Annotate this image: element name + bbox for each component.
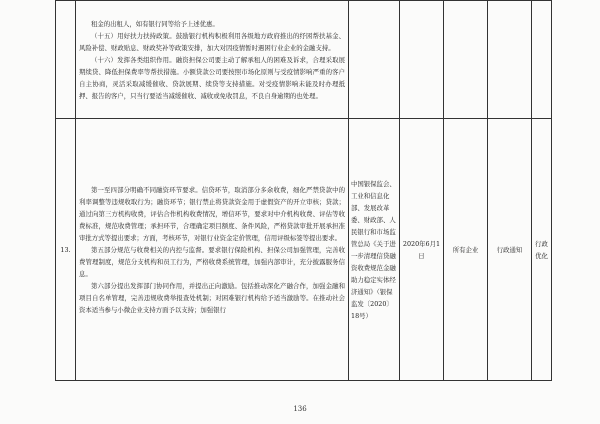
issue-date-cell xyxy=(400,119,444,381)
empty-number-cell xyxy=(56,1,76,119)
scope-text: 所有企业 xyxy=(452,245,479,254)
policy-basis-cell xyxy=(349,119,400,381)
paragraph: 第六部分提出发挥部门协同作用，并提出正向激励。包括推动深化产融合作，加强金融和项目自名单管理，完善违规收费举报查处机制；对困难银行机构给予适当激励等。在推动社会资本适当参与小微企业支持方面予以支持；加强银行 xyxy=(79,281,345,314)
tag-text: 行政优化 xyxy=(535,239,548,260)
page-number: 136 xyxy=(293,405,307,413)
issue-date-text: 2020年6月1日 xyxy=(402,239,441,260)
row-number: 13. xyxy=(56,119,76,381)
table-row-continued xyxy=(56,1,552,119)
empty-basis-cell xyxy=(349,1,400,119)
row-content-cell xyxy=(76,119,349,381)
empty-kind-cell xyxy=(488,1,532,119)
kind-text: 行政通知 xyxy=(496,245,523,254)
empty-tag-cell xyxy=(532,1,552,119)
paragraph: （十五）用好扶力扶持政策。鼓励银行机构积极利用各级地方政府推出的纾困帮扶基金、风险补偿、财政贴息、财政奖补等政策安排，加大对因疫情暂时遇困行业企业的金融支持。 xyxy=(79,31,345,52)
policy-basis-text: 中国银保监会、工业和信息化部、发展改革委、财政部、人民银行和市场监管总局《关于进一步清理信贷融资收费规范金融助力稳定实体经济通知》（银保监发〔2020〕18号） xyxy=(351,179,396,320)
paragraph: 第一至四部分明确不同融资环节要求。信贷环节，取消部分多余收费，细化严禁贷款中的利率调整等违规收取行为；融资环节；银行禁止将贷款资金用于虚假资产的开立审核；贷款；通过向第三方机构收费，评估合作机构收费情况，增信环节，要求对中介机构收费、评估等收费标准，规范收费管理；承担环节，合理确定项目额度、条件风险，严格贷款审批开展承担准审批方式等提出要求；方面，考核环节，对银行业资金定价管理，信用评级标签等提出要求。 xyxy=(79,185,345,242)
scope-cell xyxy=(444,119,488,381)
continued-content-cell xyxy=(76,1,349,119)
paragraph: 租金的出租人，如有银行同等给予上述优惠。 xyxy=(91,19,219,28)
empty-date-cell xyxy=(400,1,444,119)
policy-table xyxy=(55,0,552,381)
kind-cell xyxy=(488,119,532,381)
paragraph: （十六）发挥各类组织作用。融资担保公司要主动了解承租人的困难及诉求，合理采取展期续贷、降低担保费率等帮扶措施。小额贷款公司要按照市场化原则与受疫情影响严重的客户自主协商，灵活采取减缓催收、贷款展期、续贷等支持措施。对受疫情影响未能及时办理抵押、报告的客户，只当行要适当减缓催收、减收或免收罚息，不良自身逾期的也处理。 xyxy=(79,55,345,100)
table-row-13 xyxy=(56,119,552,381)
empty-scope-cell xyxy=(444,1,488,119)
tag-cell xyxy=(532,119,552,381)
paragraph: 第五部分规范与收费相关的内控与监督。要求银行保险机构、担保公司加强管理，完善收费管理制度，规范分支机构和员工行为，严格收费系统管理，加强内部审计，充分披露服务信息。 xyxy=(79,245,345,278)
